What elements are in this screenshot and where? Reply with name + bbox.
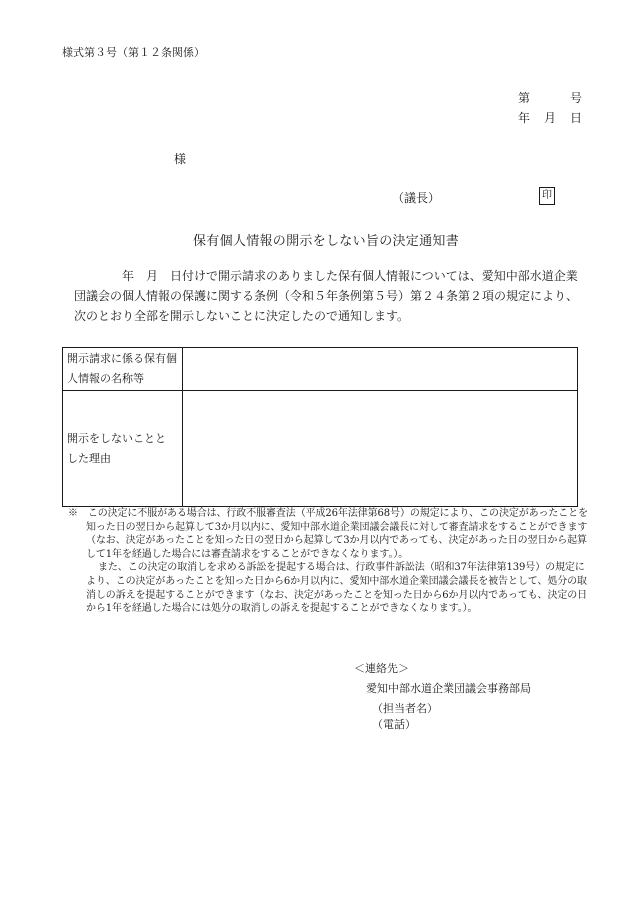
contact-heading: ＜連絡先＞ xyxy=(354,662,409,675)
table-row xyxy=(63,391,578,507)
contact-phone: （電話） xyxy=(372,718,416,731)
body-paragraph: 年 月 日付けで開示請求のありました保有個人情報については、愛知中部水道企業団議会の個人情報の保護に関する条例（令和５年条例第５号）第２４条第２項の規定により、次のとおり全部を開示しないことに決定したので通知します。 xyxy=(74,269,579,323)
contact-organization: 愛知中部水道企業団議会事務部局 xyxy=(366,682,531,695)
appeal-notes xyxy=(68,507,588,616)
notes-mark: ※ xyxy=(68,508,78,519)
form-number: 様式第３号（第１２条関係） xyxy=(62,46,205,59)
table-label-requested-info: 開示請求に係る保有個人情報の名称等 xyxy=(63,348,183,391)
info-table xyxy=(62,347,578,507)
document-title: 保有個人情報の開示をしない旨の決定通知書 xyxy=(193,234,460,249)
document-date: 年 月 日 xyxy=(518,111,584,125)
contact-person: （担当者名） xyxy=(372,702,438,715)
table-label-reason: 開示をしないことと した理由 xyxy=(63,391,183,507)
notes-text-1: この決定に不服がある場合は、行政不服審査法（平成26年法律第68号）の規定により、この決定があったことを知った日の翌日から起算して3か月以内に、愛知中部水道企業団議会議長に対して審査請求をすることができます（なお、決定があったことを知った日の翌日から起算して3か月以内であっても、決定があった日の翌日から起算して1年を経過した場合には審査請求をすることができなくなります。）。 xyxy=(86,508,588,560)
notes-paragraph-2: また、この決定の取消しを求める訴訟を提起する場合は、行政事件訴訟法（昭和37年法律第139号）の規定により、この決定があったことを知った日から6か月以内に、愛知中部水道企業団議会議長を被告として、処分の取消しの訴えを提起することができます（なお、決定があったことを知った日から6か月以内であっても、決定の日から1年を経過した場合には処分の取消しの訴えを提起することができなくなります。）。 xyxy=(86,562,588,615)
table-value-requested-info xyxy=(183,348,578,391)
document-number: 第 号 xyxy=(518,91,584,105)
table-value-reason xyxy=(183,391,578,507)
seal-mark: 印 xyxy=(539,187,555,205)
table-row xyxy=(63,348,578,391)
addressee-suffix: 様 xyxy=(174,152,187,166)
notes-paragraph-1 xyxy=(68,507,588,561)
sender-title: （議長） xyxy=(392,191,441,205)
